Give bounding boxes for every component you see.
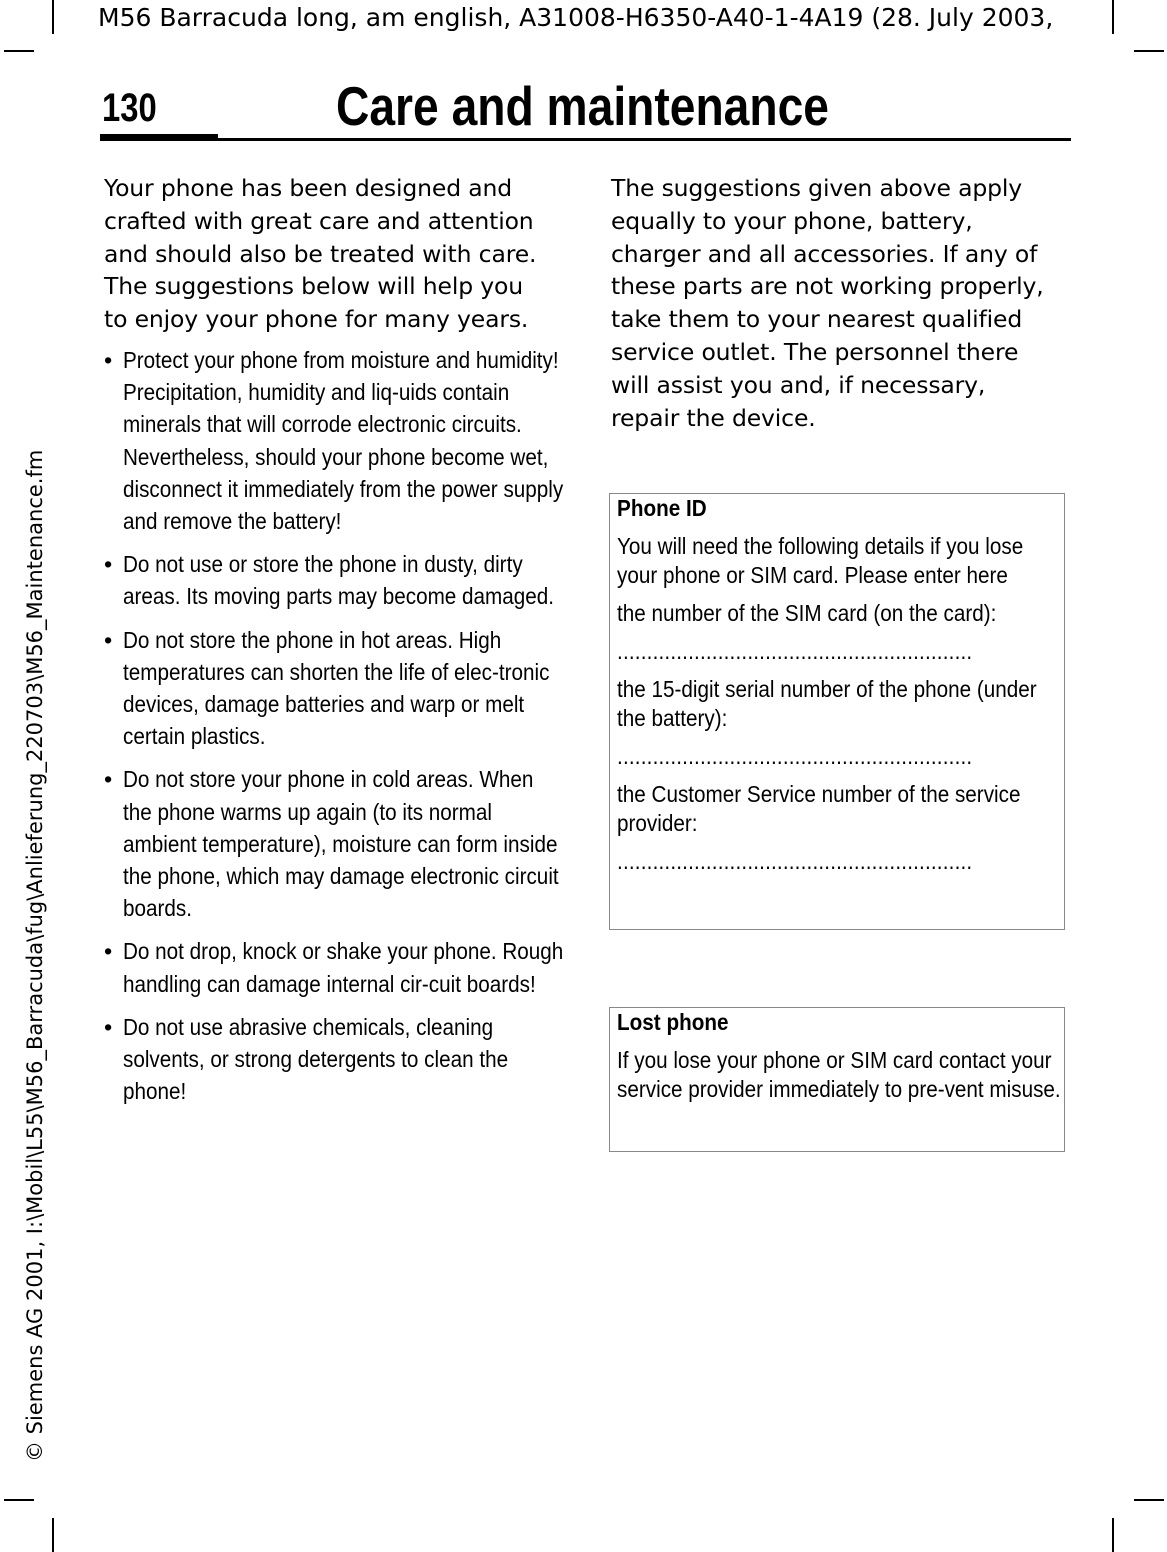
phone-id-box — [609, 493, 1065, 930]
intro-line: The suggestions below will help you — [104, 272, 524, 301]
bullet-marker: • — [104, 938, 113, 965]
serial-number-label: the 15-digit serial number of the phone (under the battery): — [617, 676, 1037, 731]
right-intro-paragraph — [611, 172, 1044, 434]
crop-mark — [52, 1518, 54, 1552]
bullet-text: Protect your phone from moisture and humidity! Precipitation, humidity and liq-uids contain minerals that will corrode electronic circuits. Nevertheless, should your phone become wet, disconnect it immediately from the power supply and remove the battery! — [123, 347, 564, 535]
lost-phone-title: Lost phone — [617, 1009, 729, 1035]
intro-line: Your phone has been designed and — [104, 174, 513, 202]
intro-line: these parts are not working properly, — [611, 272, 1044, 301]
crop-mark — [1112, 1518, 1114, 1552]
bullet-text: Do not store your phone in cold areas. When the phone warms up again (to its normal ambient temperature), moisture can form inside the phone, which may damage electronic circuit boards. — [123, 766, 559, 922]
intro-line: and should also be treated with care. — [104, 239, 537, 268]
bullet-marker: • — [104, 1013, 113, 1040]
title-rule — [218, 138, 1071, 141]
crop-mark — [1134, 1499, 1164, 1501]
list-item — [104, 624, 564, 753]
list-item — [104, 935, 564, 999]
service-number-entry-line: ............................................................ — [617, 848, 973, 874]
care-bullet-list — [104, 344, 564, 1118]
bullet-text: Do not drop, knock or shake your phone. Rough handling can damage internal cir-cuit boards! — [123, 938, 564, 997]
intro-line: take them to your nearest qualified — [611, 305, 1023, 334]
phone-id-title: Phone ID — [617, 495, 707, 521]
crop-mark — [4, 50, 34, 52]
lost-phone-box — [609, 1007, 1065, 1152]
list-item — [104, 763, 564, 924]
intro-line: service outlet. The personnel there — [611, 337, 1019, 366]
intro-line: crafted with great care and attention — [104, 206, 534, 235]
left-intro-paragraph — [104, 172, 536, 336]
bullet-text: Do not store the phone in hot areas. High temperatures can shorten the life of elec-tronic devices, damage batteries and warp or melt certain plastics. — [123, 626, 550, 750]
list-item — [104, 1011, 564, 1108]
copyright-side-text: © Siemens AG 2001, I:\Mobil\L55\M56_Barracuda\fug\Anlieferung_220703\M56_Maintenance.fm — [23, 449, 47, 1462]
crop-mark — [52, 0, 54, 34]
service-number-label: the Customer Service number of the service provider: — [617, 781, 1021, 836]
sim-number-entry-line: ............................................................ — [617, 638, 973, 664]
intro-line: equally to your phone, battery, — [611, 206, 973, 235]
bullet-marker: • — [104, 347, 113, 373]
bullet-marker: • — [104, 551, 113, 578]
bullet-text: Do not use or store the phone in dusty, dirty areas. Its moving parts may become damaged. — [123, 551, 555, 610]
serial-number-entry-line: ............................................................ — [617, 743, 973, 769]
list-item — [104, 548, 564, 612]
phone-id-intro: You will need the following details if you lose your phone or SIM card. Please enter here — [617, 533, 1024, 588]
document-path-header: M56 Barracuda long, am english, A31008-H6350-A40-1-4A19 (28. July 2003, — [98, 3, 1054, 32]
bullet-marker: • — [104, 766, 113, 793]
bullet-text: Do not use abrasive chemicals, cleaning solvents, or strong detergents to clean the phone! — [123, 1013, 509, 1105]
intro-line: to enjoy your phone for many years. — [104, 305, 529, 334]
crop-mark — [1134, 50, 1164, 52]
crop-mark — [4, 1499, 34, 1501]
page-title: Care and maintenance — [336, 75, 829, 137]
sim-number-label: the number of the SIM card (on the card): — [617, 600, 997, 626]
intro-line: repair the device. — [611, 403, 816, 432]
list-item — [104, 344, 564, 537]
lost-phone-text: If you lose your phone or SIM card contact your service provider immediately to pre-vent misuse. — [617, 1047, 1061, 1102]
bullet-marker: • — [104, 626, 113, 653]
page-number: 130 — [102, 86, 157, 130]
intro-line: will assist you and, if necessary, — [611, 370, 986, 399]
intro-line: charger and all accessories. If any of — [611, 239, 1038, 268]
intro-line: The suggestions given above apply — [611, 174, 1023, 202]
title-rule-thick — [100, 134, 218, 141]
